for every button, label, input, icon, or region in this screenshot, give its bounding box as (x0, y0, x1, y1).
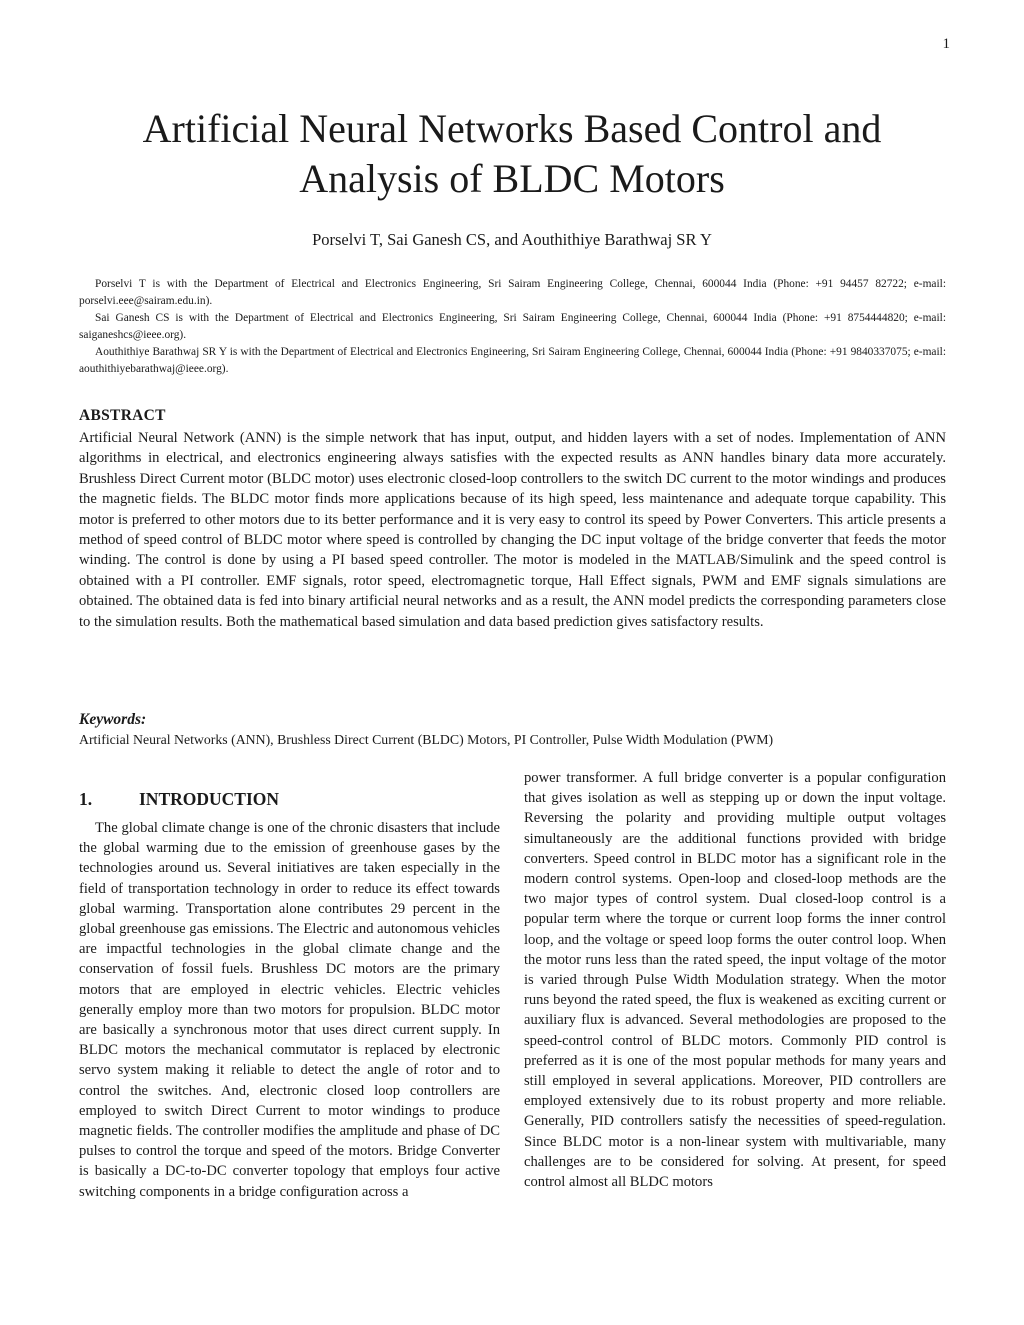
page-number: 1 (942, 36, 950, 52)
introduction-left-column: The global climate change is one of the chronic disasters that include the global warming due to the emission of greenhouse gases by the technologies around us. Several initiatives are taken especially in the field of transportation technology in order to reduce its effect towards global warming. Transportation alone contributes 29 percent in the global greenhouse gas emissions. The Electric and autonomous vehicles are impactful technologies in the global climate change and the conservation of fossil fuels. Brushless DC motors are the primary motors that are employed in electric vehicles. Electric vehicles generally employ more than two motors for propulsion. BLDC motor are basically a synchronous motor that uses direct current supply. In BLDC motors the mechanical commutator is replaced by electronic servo system making it reliable to detect the angle of rotor and to control the switches. And, electronic closed loop controllers are employed to switch Direct Current to motor windings to produce magnetic fields. The controller modifies the amplitude and phase of DC pulses to control the torque and speed of the motors. Bridge Converter is basically a DC-to-DC converter topology that employs four active switching components in a bridge configuration across a (79, 820, 500, 1200)
keywords-text: Artificial Neural Networks (ANN), Brushless Direct Current (BLDC) Motors, PI Controller, Pulse Width Modulation (PWM) (79, 732, 774, 747)
affiliation-1: Porselvi T is with the Department of Electrical and Electronics Engineering, Sri Sairam Engineering College, Chennai, 600044 India (Phone: +91 94457 82722; e-mail: porselvi.eee@sairam.edu.in). (79, 278, 946, 307)
section-number: 1. (79, 789, 93, 809)
introduction-heading (79, 789, 279, 810)
abstract-heading: ABSTRACT (79, 407, 166, 424)
author-list: Porselvi T, Sai Ganesh CS, and Aouthithiye Barathwaj SR Y (312, 230, 712, 249)
abstract-text: Artificial Neural Network (ANN) is the simple network that has input, output, and hidden layers with a set of nodes. Implementation of ANN algorithms in electrical, and electronics engineering always satisfies with the expected results as ANN handles binary data more accurately. Brushless Direct Current motor (BLDC motor) uses electronic closed-loop controllers to the switch DC current to the motor windings and produces the magnetic fields. The BLDC motor finds more applications because of its high speed, less maintenance and adequate torque capability. This motor is preferred to other motors due to its better performance and it is very easy to control its speed by Power Converters. This article presents a method of speed control of BLDC motor where speed is controlled by changing the DC input voltage of the bridge converter that feeds the motor winding. The control is done by using a PI based speed controller. The motor is modeled in the MATLAB/Simulink and the speed control is obtained with a PI controller. EMF signals, rotor speed, electromagnetic torque, Hall Effect signals, PWM and EMF signals simulations are obtained. The obtained data is fed into binary artificial neural networks and as a result, the ANN model predicts the corresponding parameters close to the simulation results. Both the mathematical based simulation and data based prediction gives satisfactory results. (79, 430, 946, 630)
title-line-2: Analysis of BLDC Motors (299, 156, 725, 201)
affiliation-3: Aouthithiye Barathwaj SR Y is with the Department of Electrical and Electronics Engineering, Sri Sairam Engineering College, Chennai, 600044 India (Phone: +91 9840337075; e-mail: aouthithiyebarathwaj@ieee.org). (79, 346, 946, 375)
section-title: INTRODUCTION (139, 789, 280, 809)
title-line-1: Artificial Neural Networks Based Control and (142, 106, 882, 151)
affiliation-2: Sai Ganesh CS is with the Department of Electrical and Electronics Engineering, Sri Sairam Engineering College, Chennai, 600044 India (Phone: +91 8754444820; e-mail: saiganeshcs@ieee.org). (79, 312, 946, 341)
keywords-heading: Keywords: (79, 711, 147, 728)
author-affiliations (79, 276, 946, 378)
paper-title (60, 104, 964, 204)
introduction-right-column: power transformer. A full bridge converter is a popular configuration that gives isolation as well as stepping up or down the input voltage. Reversing the polarity and providing multiple output voltages simultaneously are the additional functions provided with bridge converters. Speed control in BLDC motor has a significant role in the modern control systems. Open-loop and closed-loop methods are the two major types of control system. Dual closed-loop control is a popular term where the torque or current loop forms the inner control loop, and the voltage or speed loop forms the outer control loop. When the motor runs less than the rated speed, the input voltage of the motor is varied through Pulse Width Modulation strategy. When the motor runs beyond the rated speed, the flux is weakened as exciting current or auxiliary flux is advanced. Several methodologies are proposed to the speed-control control of BLDC motors. Commonly PID control is preferred as it is one of the most popular methods for many years and still employed in several applications. Moreover, PID controllers are employed extensively due to its robust property and more reliable. Generally, PID controllers satisfy the necessities of speed-regulation. Since BLDC motor is a non-linear system with multivariable, many challenges are to be considered for solving. At present, for speed control almost all BLDC motors (524, 770, 946, 1191)
